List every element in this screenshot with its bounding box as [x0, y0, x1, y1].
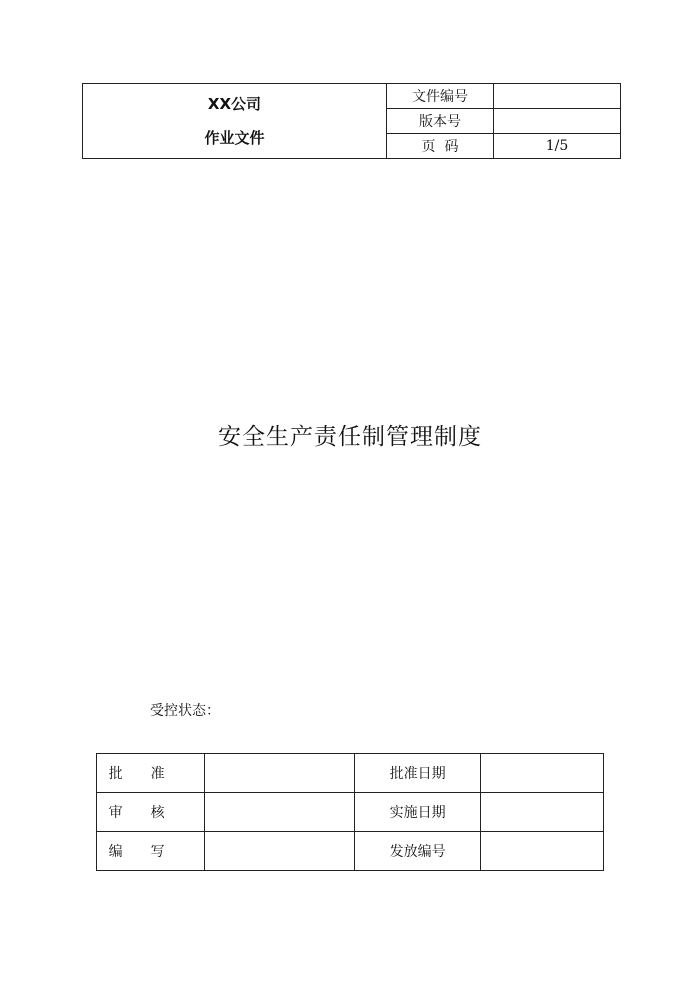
- author-label: 编写: [97, 832, 205, 871]
- author-value: [205, 832, 355, 871]
- company-cell: [83, 84, 387, 159]
- approve-label: 批准: [97, 754, 205, 793]
- document-type: 作业文件: [204, 129, 265, 147]
- version-value: [494, 109, 621, 134]
- approve-value: [205, 754, 355, 793]
- control-status-label: 受控状态：: [150, 703, 220, 719]
- version-label: 版本号: [387, 109, 494, 134]
- review-value: [205, 793, 355, 832]
- distribution-number-label: 发放编号: [355, 832, 480, 871]
- page-number-value: 1/5: [494, 134, 621, 159]
- implement-date-value: [480, 793, 603, 832]
- review-label: 审核: [97, 793, 205, 832]
- document-title: 安全生产责任制管理制度: [218, 424, 482, 450]
- implement-date-label: 实施日期: [355, 793, 480, 832]
- approval-row-review: [97, 793, 604, 832]
- approval-row-approve: [97, 754, 604, 793]
- approve-date-label: 批准日期: [355, 754, 480, 793]
- company-name: XX公司: [207, 95, 262, 113]
- file-number-value: [494, 84, 621, 109]
- page-number-label-text: 页 码: [421, 139, 459, 155]
- approve-date-value: [480, 754, 603, 793]
- file-number-label: 文件编号: [387, 84, 494, 109]
- distribution-number-value: [480, 832, 603, 871]
- document-header-table: [82, 83, 621, 159]
- page-number-label: [387, 134, 494, 159]
- approval-table: [96, 753, 604, 871]
- approval-row-author: [97, 832, 604, 871]
